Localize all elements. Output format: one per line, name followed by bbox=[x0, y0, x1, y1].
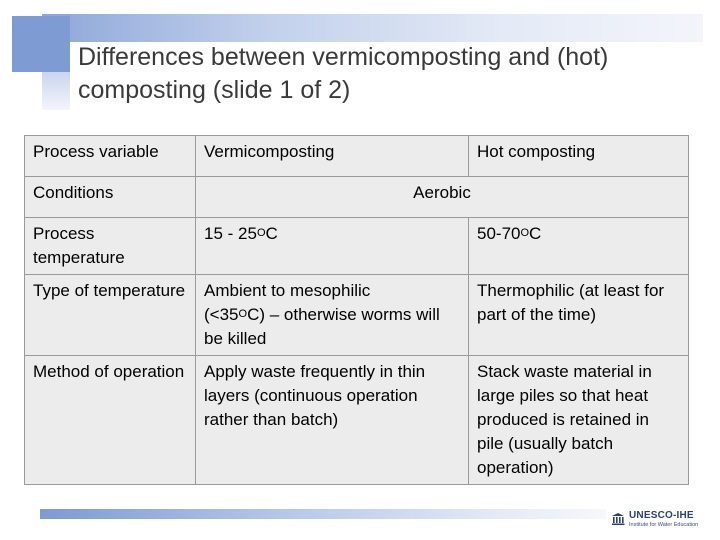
vermi-process-temperature bbox=[196, 218, 469, 275]
unesco-ihe-logo bbox=[611, 508, 709, 534]
hot-temp-range: 50-70 bbox=[477, 224, 521, 243]
header-decoration-bar bbox=[42, 14, 703, 42]
degree-symbol: O bbox=[256, 227, 266, 239]
slide-title: Differences between vermicomposting and (hot) composting (slide 1 of 2) bbox=[78, 43, 609, 104]
hot-type-of-temperature: Thermophilic (at least for part of the time) bbox=[469, 275, 689, 356]
comparison-table bbox=[24, 135, 689, 485]
logo-subtitle: Institute for Water Education bbox=[629, 522, 699, 528]
vermi-type-temp-suffix: C) – otherwise worms will be killed bbox=[204, 305, 440, 348]
vermi-type-line1: Ambient to mesophilic bbox=[204, 281, 371, 300]
degree-symbol: O bbox=[238, 308, 248, 320]
logo-name: UNESCO-IHE bbox=[629, 510, 694, 521]
conditions-value: Aerobic bbox=[196, 177, 689, 218]
degree-symbol: O bbox=[520, 227, 530, 239]
hot-process-temperature bbox=[469, 218, 689, 275]
vermi-method-of-operation: Apply waste frequently in thin layers (continuous operation rather than batch) bbox=[196, 356, 469, 485]
row-label-conditions: Conditions bbox=[25, 177, 196, 218]
vermi-type-temp-prefix: (<35 bbox=[204, 305, 239, 324]
temple-icon bbox=[611, 512, 625, 526]
table-row-type-of-temperature bbox=[25, 275, 689, 356]
table-header-row bbox=[25, 136, 689, 177]
footer-decoration-bar bbox=[40, 509, 606, 519]
table-row-method-of-operation bbox=[25, 356, 689, 485]
celsius-unit: C bbox=[529, 224, 542, 243]
header-process-variable: Process variable bbox=[25, 136, 196, 177]
row-label-type-of-temperature: Type of temperature bbox=[25, 275, 196, 356]
corner-decoration-square bbox=[12, 16, 70, 72]
table-row-process-temperature bbox=[25, 218, 689, 275]
header-hot-composting: Hot composting bbox=[469, 136, 689, 177]
row-label-process-temperature: Process temperature bbox=[25, 218, 196, 275]
hot-method-of-operation: Stack waste material in large piles so that heat produced is retained in pile (usually batch operation) bbox=[469, 356, 689, 485]
vermi-temp-range: 15 - 25 bbox=[204, 224, 257, 243]
vermi-type-of-temperature bbox=[196, 275, 469, 356]
row-label-method-of-operation: Method of operation bbox=[25, 356, 196, 485]
celsius-unit: C bbox=[265, 224, 278, 243]
table-row-conditions bbox=[25, 177, 689, 218]
header-vermicomposting: Vermicomposting bbox=[196, 136, 469, 177]
